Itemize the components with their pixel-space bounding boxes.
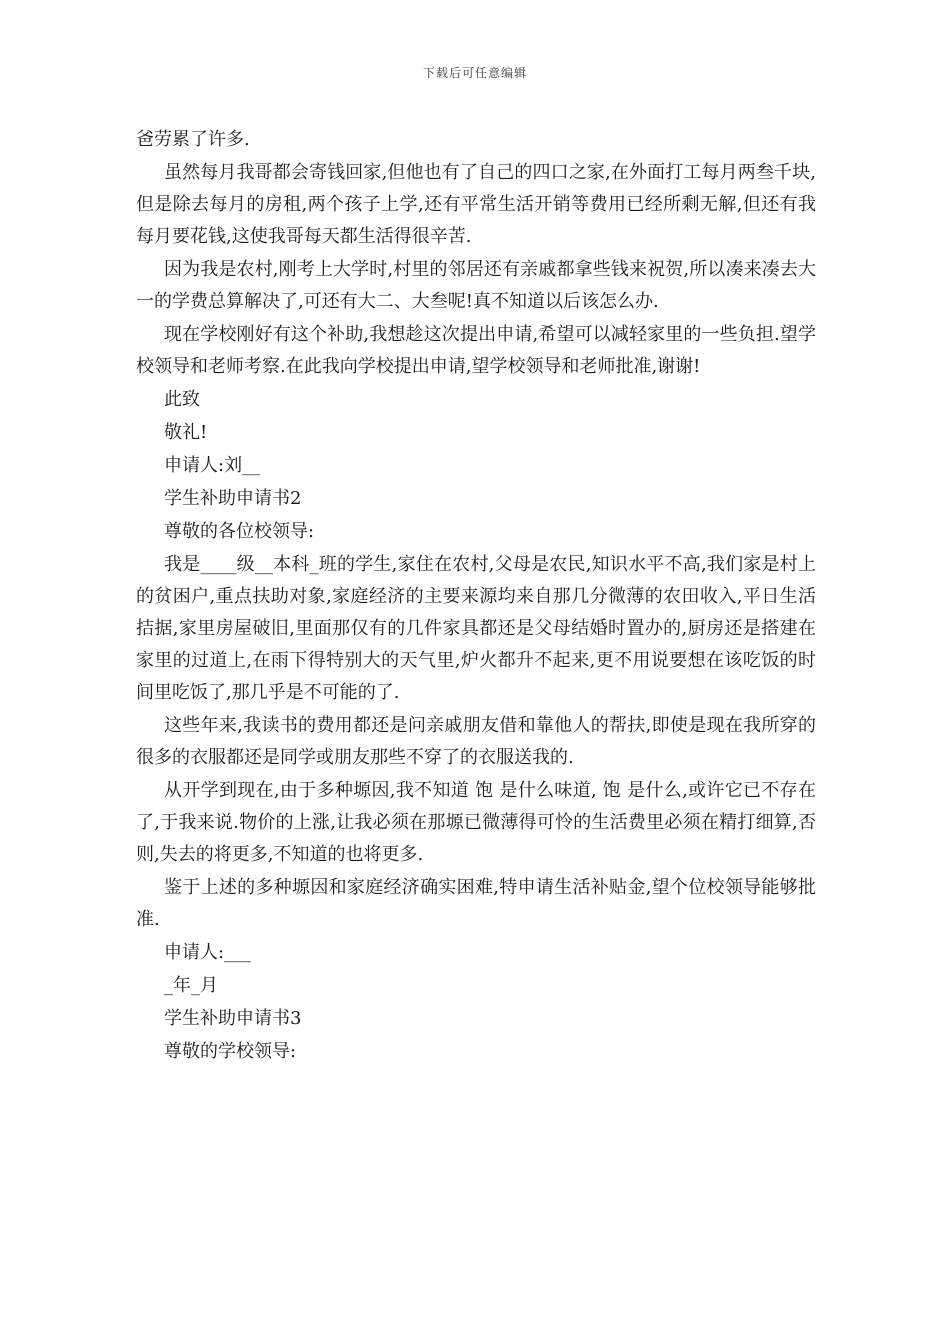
paragraph: 虽然每月我哥都会寄钱回家,但他也有了自己的四口之家,在外面打工每月两叁千块,但是除去每月的房租,两个孩子上学,还有平常生活开销等费用已经所剩无解,但还有我每月要花钱,这使我哥每天都生活得很辛苦. bbox=[136, 162, 816, 247]
paragraph: 我是____级__本科_班的学生,家住在农村,父母是农民,知识水平不高,我们家是村上的贫困户,重点扶助对象,家庭经济的主要来源均来自那几分微薄的农田收入,平日生活拮据,家里房屋破旧,里面那仅有的几件家具都还是父母结婚时置办的,厨房还是搭建在家里的过道上,在雨下得特别大的天气里,炉火都升不起来,更不用说要想在该吃饭的时间里吃饭了,那几乎是不可能的了. bbox=[136, 554, 816, 703]
paragraph: 尊敬的学校领导: bbox=[164, 1041, 297, 1062]
paragraph: 申请人:刘__ bbox=[164, 455, 261, 476]
paragraph: 学生补助申请书2 bbox=[164, 488, 302, 509]
paragraph: 现在学校刚好有这个补助,我想趁这次提出申请,希望可以减轻家里的一些负担.望学校领导和老师考察.在此我向学校提出申请,望学校领导和老师批准,谢谢! bbox=[136, 324, 816, 377]
paragraph: 此致 bbox=[164, 389, 200, 410]
paragraph: 敬礼! bbox=[164, 422, 208, 443]
paragraph: 学生补助申请书3 bbox=[164, 1008, 302, 1029]
paragraph: 爸劳累了许多. bbox=[136, 129, 250, 150]
paragraph: _年_月 bbox=[164, 975, 218, 996]
paragraph: 申请人:___ bbox=[164, 942, 252, 963]
paragraph: 鉴于上述的多种塬因和家庭经济确实困难,特申请生活补贴金,望个位校领导能够批准. bbox=[136, 877, 816, 930]
paragraph: 尊敬的各位校领导: bbox=[164, 521, 315, 542]
paragraph: 这些年来,我读书的费用都还是问亲戚朋友借和靠他人的帮扶,即使是现在我所穿的很多的衣服都还是同学或朋友那些不穿了的衣服送我的. bbox=[136, 715, 816, 768]
paragraph: 因为我是农村,刚考上大学时,村里的邻居还有亲戚都拿些钱来祝贺,所以凑来凑去大一的学费总算解决了,可还有大二、大叁呢!真不知道以后该怎么办. bbox=[136, 259, 816, 312]
paragraph: 从开学到现在,由于多种塬因,我不知道 饱 是什么味道, 饱 是什么,或许它已不存在了,于我来说.物价的上涨,让我必须在那塬已微薄得可怜的生活费里必须在精打细算,否则,失去的将更多,不知道的也将更多. bbox=[136, 780, 816, 865]
document-body bbox=[136, 124, 816, 1069]
page-header: 下载后可任意编辑 bbox=[422, 66, 527, 80]
